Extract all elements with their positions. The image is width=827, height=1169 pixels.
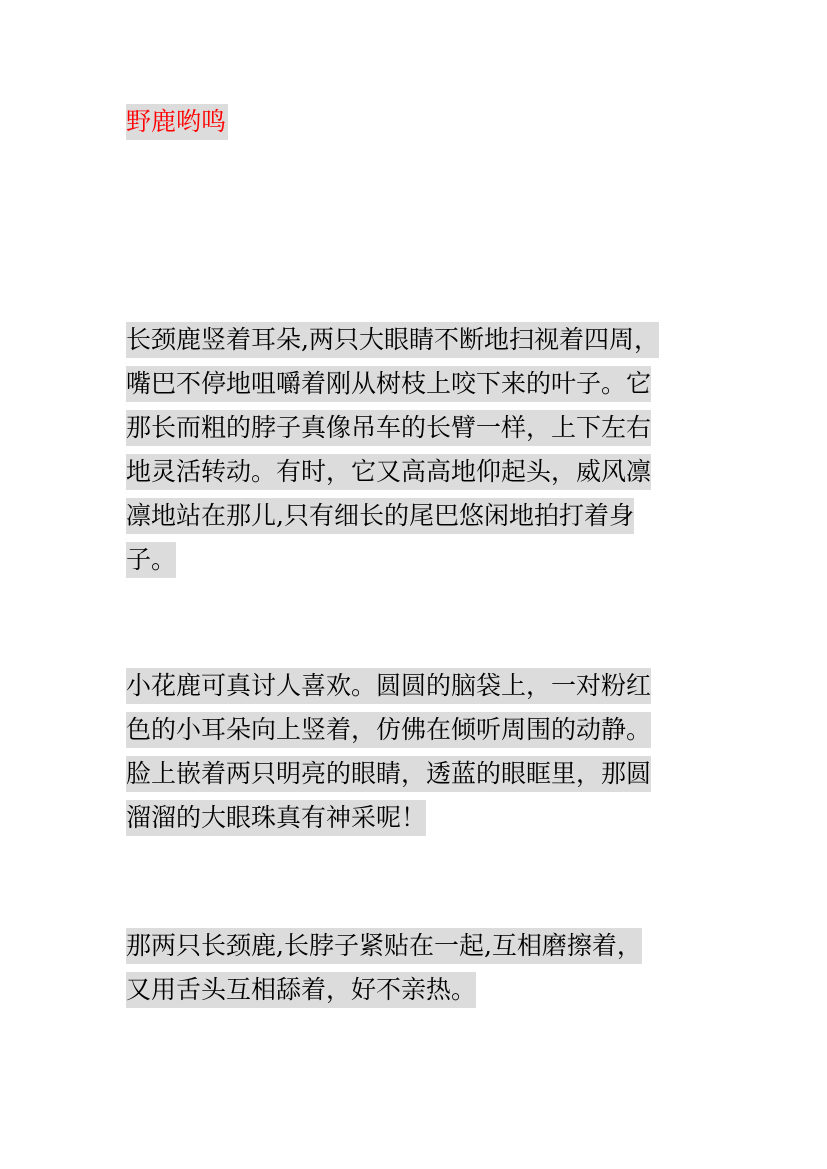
text-line: 又用舌头互相舔着，好不亲热。 (126, 968, 642, 1012)
text-line: 子。 (126, 538, 659, 582)
text-line: 脸上嵌着两只明亮的眼睛，透蓝的眼眶里，那圆 (126, 752, 651, 796)
text-line: 那两只长颈鹿,长脖子紧贴在一起,互相磨擦着， (126, 924, 642, 968)
paragraph-spotted-deer (126, 664, 651, 840)
text-line: 嘴巴不停地咀嚼着刚从树枝上咬下来的叶子。它 (126, 362, 659, 406)
text-line: 长颈鹿竖着耳朵,两只大眼睛不断地扫视着四周， (126, 318, 659, 362)
paragraph-giraffe (126, 318, 659, 582)
document-title: 野鹿哟鸣 (126, 104, 228, 140)
text-line: 凛地站在那儿,只有细长的尾巴悠闲地拍打着身 (126, 494, 659, 538)
text-line: 溜溜的大眼珠真有神采呢！ (126, 796, 651, 840)
text-line: 那长而粗的脖子真像吊车的长臂一样，上下左右 (126, 406, 659, 450)
text-line: 地灵活转动。有时，它又高高地仰起头，威风凛 (126, 450, 659, 494)
text-line: 色的小耳朵向上竖着，仿佛在倾听周围的动静。 (126, 708, 651, 752)
text-line: 小花鹿可真讨人喜欢。圆圆的脑袋上，一对粉红 (126, 664, 651, 708)
paragraph-two-giraffes (126, 924, 642, 1012)
